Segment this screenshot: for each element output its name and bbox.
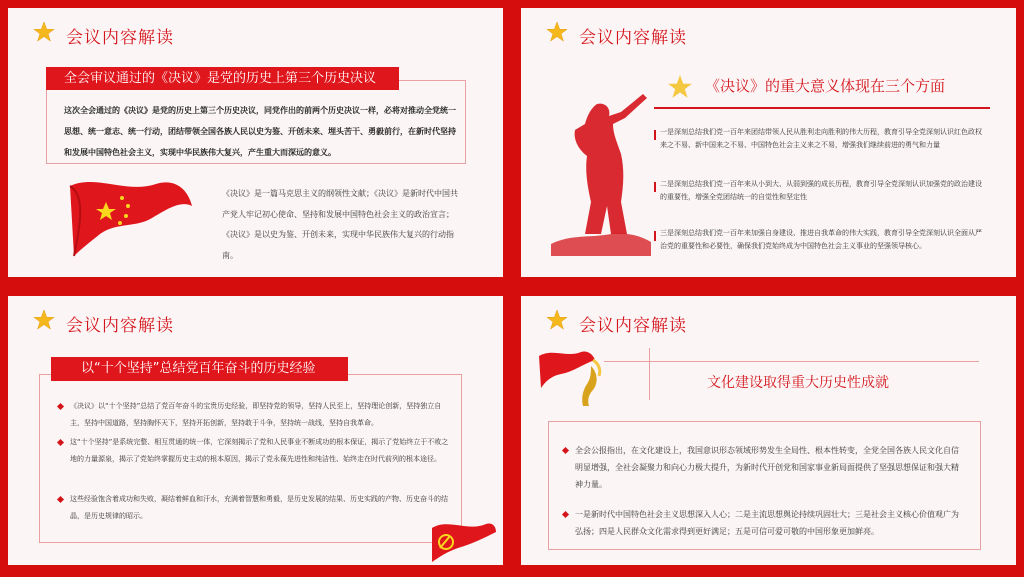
soldier-bugle-silhouette-icon (551, 84, 651, 256)
party-flag-icon (428, 518, 498, 563)
slide-banner: 以“十个坚持”总结党百年奋斗的历史经验 (51, 357, 348, 381)
list-item: 这些经验饱含着成功和失败，凝结着鲜血和汗水，充满着智慧和勇毅，是历史发展的结果、历史实践的产物、历史奋斗的结晶，是历史规律的昭示。 (58, 491, 453, 525)
item-marker (654, 231, 656, 241)
sparkle-star-icon (667, 74, 693, 100)
list-item: 全会公报指出，在文化建设上，我国意识形态领域形势发生全局性、根本性转变，全党全国各族人民文化自信明显增强，全社会凝聚力和向心力极大提升，为新时代开创党和国家事业新局面提供了坚强思想保证和强大精神力量。 (563, 442, 963, 493)
star-icon (546, 309, 568, 331)
slide-4[interactable] (521, 296, 1016, 565)
slide-title: 会议内容解读 (66, 316, 174, 336)
item-marker (654, 182, 656, 192)
significance-item-2: 二是深刻总结我们党一百年来从小到大、从弱到强的成长历程，教育引导全党深刻认识加强党的政治建设的重要性，增强全党团结统一的自觉性和坚定性 (660, 180, 982, 201)
list-item: 这“十个坚持”是系统完整、相互贯通的统一体，它深刻揭示了党和人民事业不断成功的根本保证，揭示了党始终立于不败之地的力量源泉，揭示了党始终掌握历史主动的根本原因，揭示了党永葆先进性和纯洁性、始终走在时代前列的根本途径。 (58, 434, 453, 468)
slide-title: 会议内容解读 (66, 28, 174, 48)
slide-1[interactable] (8, 8, 503, 277)
slide-2[interactable] (521, 8, 1016, 277)
slide-banner: 全会审议通过的《决议》是党的历史上第三个历史决议 (46, 67, 399, 90)
divider-vertical (649, 348, 650, 400)
star-icon (33, 309, 55, 331)
divider-horizontal (604, 361, 979, 362)
slide-3[interactable] (8, 296, 503, 565)
significance-item-3: 三是深刻总结我们党一百年来加强自身建设、推进自我革命的伟大实践，教育引导全党深刻认识全面从严治党的重要性和必要性，确保我们党始终成为中国特色社会主义事业的坚强领导核心。 (660, 229, 982, 250)
list-item: 一是新时代中国特色社会主义思想深入人心；二是主流思想舆论持续巩固壮大；三是社会主义核心价值观广为弘扬；四是人民群众文化需求得到更好满足；五是可信可爱可敬的中国形象更加鲜亮。 (563, 506, 963, 540)
slide-headline: 文化建设取得重大历史性成就 (707, 375, 889, 391)
star-icon (33, 21, 55, 43)
star-icon (546, 21, 568, 43)
red-flag-icon (66, 176, 196, 258)
body-paragraph-2: 《决议》是一篇马克思主义的纲领性文献；《决议》是新时代中国共产党人牢记初心使命、坚持和发展中国特色社会主义的政治宣言；《决议》是以史为鉴、开创未来，实现中华民族伟大复兴的行动指南。 (222, 189, 458, 260)
slide-title: 会议内容解读 (579, 28, 687, 48)
significance-item-1: 一是深刻总结我们党一百年来团结带领人民从胜利走向胜利的伟大历程，教育引导全党深刻认识红色政权来之不易、新中国来之不易、中国特色社会主义来之不易，增强我们继续前进的勇气和力量 (660, 128, 982, 149)
item-marker (654, 130, 656, 140)
list-item: 《决议》以“十个坚持”总结了党百年奋斗的宝贵历史经验，即坚持党的领导，坚持人民至上，坚持理论创新，坚持独立自主，坚持中国道路，坚持胸怀天下，坚持开拓创新，坚持敢于斗争，坚持统一战线，坚持自我革命。 (58, 398, 453, 432)
divider (654, 107, 990, 109)
torch-flag-icon (537, 346, 605, 408)
slide-title: 会议内容解读 (579, 316, 687, 336)
slide-subtitle: 《决议》的重大意义体现在三个方面 (705, 77, 946, 95)
body-paragraph: 这次全会通过的《决议》是党的历史上第三个历史决议，同党作出的前两个历史决议一样，必将对推动全党统一思想、统一意志、统一行动，团结带领全国各族人民以史为鉴、开创未来、埋头苦干、勇毅前行，在新时代坚持和发展中国特色社会主义，实现中华民族伟大复兴，产生重大而深远的意义。 (64, 106, 456, 157)
